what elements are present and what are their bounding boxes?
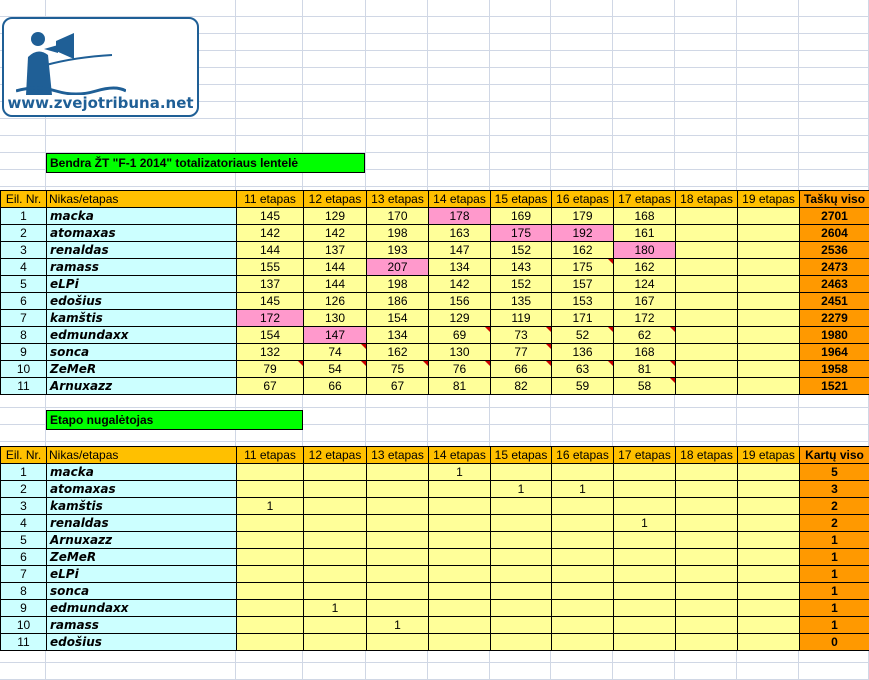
player-nick: edošius: [46, 633, 237, 651]
stage-value: 81: [428, 377, 491, 395]
stage-value: [428, 548, 491, 566]
row-number: 9: [0, 599, 47, 617]
stage-value: [675, 275, 738, 293]
stage-value: [675, 480, 738, 498]
header-cell: 17 etapas: [613, 190, 676, 208]
stage-value: [236, 548, 304, 566]
player-nick: Arnuxazz: [46, 531, 237, 549]
stage-value: [737, 497, 800, 515]
stage-value: 137: [236, 275, 304, 293]
header-cell: Nikas/etapas: [46, 190, 237, 208]
stage-value: [675, 309, 738, 327]
row-number: 7: [0, 565, 47, 583]
header-cell: 14 etapas: [428, 190, 491, 208]
stage-value: [613, 599, 676, 617]
stage-value: [236, 480, 304, 498]
stage-value: 1: [236, 497, 304, 515]
row-number: 1: [0, 463, 47, 481]
stage-value: 155: [236, 258, 304, 276]
stage-value: 171: [551, 309, 614, 327]
stage-value: [236, 514, 304, 532]
stage-value: 167: [613, 292, 676, 310]
player-nick: renaldas: [46, 241, 237, 259]
row-number: 8: [0, 582, 47, 600]
stage-value: [675, 514, 738, 532]
total-cell: 1: [799, 599, 869, 617]
stage-value: [737, 326, 800, 344]
stage-value: [675, 565, 738, 583]
player-nick: kamštis: [46, 497, 237, 515]
stage-value: [675, 292, 738, 310]
stage-value: 75: [366, 360, 429, 378]
stage-value: 162: [551, 241, 614, 259]
stage-value: 1: [490, 480, 552, 498]
stage-value: [236, 633, 304, 651]
stage-value: 129: [428, 309, 491, 327]
total-cell: 2604: [799, 224, 869, 242]
stage-value: [613, 616, 676, 634]
stage-value: [303, 514, 367, 532]
table2-title: Etapo nugalėtojas: [46, 410, 303, 430]
stage-value: [737, 548, 800, 566]
player-nick: atomaxas: [46, 480, 237, 498]
stage-value: [737, 292, 800, 310]
stage-value: 168: [613, 343, 676, 361]
stage-value: [551, 548, 614, 566]
stage-value: [236, 463, 304, 481]
stage-value: [490, 531, 552, 549]
stage-value: [490, 616, 552, 634]
stage-value: [490, 514, 552, 532]
stage-value: 82: [490, 377, 552, 395]
stage-value: [675, 377, 738, 395]
stage-value: 152: [490, 241, 552, 259]
stage-value: [737, 633, 800, 651]
stage-value: 193: [366, 241, 429, 259]
stage-value: 157: [551, 275, 614, 293]
header-cell: 19 etapas: [737, 190, 800, 208]
row-number: 11: [0, 377, 47, 395]
stage-value: 62: [613, 326, 676, 344]
stage-value: [737, 582, 800, 600]
player-nick: kamštis: [46, 309, 237, 327]
stage-value: [675, 343, 738, 361]
stage-value: [675, 582, 738, 600]
header-cell: 11 etapas: [236, 190, 304, 208]
stage-value: 142: [428, 275, 491, 293]
stage-value: [303, 531, 367, 549]
stage-value: 178: [428, 207, 491, 225]
stage-value: 76: [428, 360, 491, 378]
player-nick: ramass: [46, 258, 237, 276]
player-nick: ZeMeR: [46, 360, 237, 378]
stage-value: [428, 531, 491, 549]
stage-value: [366, 514, 429, 532]
stage-value: [675, 497, 738, 515]
stage-value: [737, 309, 800, 327]
stage-value: [737, 480, 800, 498]
stage-value: [675, 360, 738, 378]
stage-value: [551, 565, 614, 583]
total-cell: 1521: [799, 377, 869, 395]
stage-value: [737, 616, 800, 634]
stage-value: 126: [303, 292, 367, 310]
stage-value: [737, 514, 800, 532]
stage-value: 74: [303, 343, 367, 361]
header-cell: 18 etapas: [675, 446, 738, 464]
stage-value: 144: [303, 275, 367, 293]
stage-value: 145: [236, 292, 304, 310]
stage-value: 59: [551, 377, 614, 395]
stage-value: [366, 565, 429, 583]
stage-value: [675, 531, 738, 549]
stage-value: 170: [366, 207, 429, 225]
stage-value: 137: [303, 241, 367, 259]
player-nick: ramass: [46, 616, 237, 634]
stage-value: [428, 565, 491, 583]
stage-value: 186: [366, 292, 429, 310]
player-nick: edmundaxx: [46, 326, 237, 344]
row-number: 4: [0, 514, 47, 532]
header-cell: 15 etapas: [490, 190, 552, 208]
stage-value: [737, 463, 800, 481]
header-cell: 13 etapas: [366, 446, 429, 464]
stage-value: [551, 463, 614, 481]
stage-value: [366, 480, 429, 498]
row-number: 8: [0, 326, 47, 344]
stage-value: 73: [490, 326, 552, 344]
row-number: 5: [0, 275, 47, 293]
stage-value: [428, 633, 491, 651]
stage-value: [366, 531, 429, 549]
stage-value: 144: [303, 258, 367, 276]
row-number: 11: [0, 633, 47, 651]
stage-value: 161: [613, 224, 676, 242]
stage-value: [613, 480, 676, 498]
row-number: 7: [0, 309, 47, 327]
stage-value: [366, 633, 429, 651]
row-number: 9: [0, 343, 47, 361]
stage-value: [490, 599, 552, 617]
stage-value: 81: [613, 360, 676, 378]
header-cell: 18 etapas: [675, 190, 738, 208]
total-cell: 2473: [799, 258, 869, 276]
stage-value: 52: [551, 326, 614, 344]
stage-value: 136: [551, 343, 614, 361]
row-number: 6: [0, 292, 47, 310]
total-cell: 0: [799, 633, 869, 651]
header-cell: 12 etapas: [303, 190, 367, 208]
stage-value: 144: [236, 241, 304, 259]
stage-value: [236, 616, 304, 634]
total-cell: 2279: [799, 309, 869, 327]
stage-value: [303, 633, 367, 651]
row-number: 3: [0, 497, 47, 515]
stage-value: 66: [490, 360, 552, 378]
stage-value: 54: [303, 360, 367, 378]
stage-value: 172: [613, 309, 676, 327]
stage-value: [737, 258, 800, 276]
stage-value: 135: [490, 292, 552, 310]
stage-value: [303, 565, 367, 583]
row-number: 10: [0, 616, 47, 634]
stage-value: [675, 241, 738, 259]
stage-value: [551, 514, 614, 532]
total-cell: 1: [799, 565, 869, 583]
stage-value: 134: [366, 326, 429, 344]
stage-value: 172: [236, 309, 304, 327]
stage-value: [737, 343, 800, 361]
stage-value: 156: [428, 292, 491, 310]
stage-value: [428, 514, 491, 532]
stage-value: 124: [613, 275, 676, 293]
header-cell: 17 etapas: [613, 446, 676, 464]
player-nick: eLPi: [46, 275, 237, 293]
total-cell: 2463: [799, 275, 869, 293]
stage-value: 66: [303, 377, 367, 395]
player-nick: edmundaxx: [46, 599, 237, 617]
stage-value: 153: [551, 292, 614, 310]
stage-value: [613, 633, 676, 651]
header-cell: 19 etapas: [737, 446, 800, 464]
total-cell: 2: [799, 497, 869, 515]
stage-value: 207: [366, 258, 429, 276]
header-cell: Taškų viso: [799, 190, 869, 208]
header-cell: 13 etapas: [366, 190, 429, 208]
player-nick: sonca: [46, 343, 237, 361]
stage-value: 134: [428, 258, 491, 276]
row-number: 10: [0, 360, 47, 378]
player-nick: renaldas: [46, 514, 237, 532]
stage-value: 180: [613, 241, 676, 259]
stage-value: [737, 360, 800, 378]
total-cell: 2451: [799, 292, 869, 310]
stage-value: 175: [551, 258, 614, 276]
stage-value: [236, 531, 304, 549]
stage-value: [551, 497, 614, 515]
stage-value: [428, 616, 491, 634]
stage-value: 58: [613, 377, 676, 395]
total-cell: 5: [799, 463, 869, 481]
stage-value: 169: [490, 207, 552, 225]
row-number: 4: [0, 258, 47, 276]
logo-url-text: www.zvejotribuna.net: [7, 94, 194, 112]
stage-value: [490, 582, 552, 600]
stage-value: [236, 565, 304, 583]
stage-value: 142: [236, 224, 304, 242]
stage-value: 1: [303, 599, 367, 617]
stage-value: 1: [551, 480, 614, 498]
stage-value: 192: [551, 224, 614, 242]
stage-value: 145: [236, 207, 304, 225]
stage-value: [613, 531, 676, 549]
stage-value: 162: [613, 258, 676, 276]
header-cell: 16 etapas: [551, 190, 614, 208]
total-cell: 2701: [799, 207, 869, 225]
row-number: 2: [0, 224, 47, 242]
stage-value: [366, 463, 429, 481]
stage-value: 132: [236, 343, 304, 361]
stage-value: [490, 497, 552, 515]
header-cell: 16 etapas: [551, 446, 614, 464]
stage-value: 198: [366, 224, 429, 242]
stage-value: 168: [613, 207, 676, 225]
header-cell: Eil. Nr.: [0, 190, 47, 208]
stage-value: [737, 531, 800, 549]
stage-value: [428, 582, 491, 600]
stage-value: 154: [236, 326, 304, 344]
header-cell: Nikas/etapas: [46, 446, 237, 464]
stage-value: [303, 463, 367, 481]
row-number: 2: [0, 480, 47, 498]
stage-value: 147: [303, 326, 367, 344]
stage-value: [737, 241, 800, 259]
total-cell: 3: [799, 480, 869, 498]
stage-value: 1: [613, 514, 676, 532]
total-cell: 1: [799, 531, 869, 549]
stage-value: [613, 463, 676, 481]
stage-value: [675, 548, 738, 566]
total-cell: 1: [799, 548, 869, 566]
header-cell: 11 etapas: [236, 446, 304, 464]
total-cell: 1964: [799, 343, 869, 361]
total-cell: 2: [799, 514, 869, 532]
header-cell: 12 etapas: [303, 446, 367, 464]
stage-value: [675, 463, 738, 481]
stage-value: [737, 599, 800, 617]
stage-value: 129: [303, 207, 367, 225]
row-number: 5: [0, 531, 47, 549]
row-number: 1: [0, 207, 47, 225]
stage-value: [303, 548, 367, 566]
stage-value: [613, 565, 676, 583]
stage-value: [551, 633, 614, 651]
stage-value: [366, 582, 429, 600]
stage-value: [551, 582, 614, 600]
stage-value: 1: [428, 463, 491, 481]
stage-value: [490, 565, 552, 583]
stage-value: [675, 207, 738, 225]
stage-value: [303, 582, 367, 600]
stage-value: [737, 207, 800, 225]
stage-value: [551, 531, 614, 549]
player-nick: macka: [46, 207, 237, 225]
stage-value: 162: [366, 343, 429, 361]
stage-value: 154: [366, 309, 429, 327]
stage-value: [428, 497, 491, 515]
stage-value: [236, 582, 304, 600]
stage-value: [613, 497, 676, 515]
stage-value: [490, 463, 552, 481]
stage-value: 163: [428, 224, 491, 242]
stage-value: [551, 599, 614, 617]
stage-value: 69: [428, 326, 491, 344]
stage-value: [675, 616, 738, 634]
stage-value: 67: [366, 377, 429, 395]
row-number: 6: [0, 548, 47, 566]
total-cell: 2536: [799, 241, 869, 259]
stage-value: [675, 633, 738, 651]
total-cell: 1: [799, 582, 869, 600]
header-cell: 15 etapas: [490, 446, 552, 464]
stage-value: [428, 599, 491, 617]
stage-value: [613, 582, 676, 600]
stage-value: [613, 548, 676, 566]
stage-value: [737, 224, 800, 242]
player-nick: atomaxas: [46, 224, 237, 242]
stage-value: 1: [366, 616, 429, 634]
player-nick: sonca: [46, 582, 237, 600]
stage-value: 175: [490, 224, 552, 242]
stage-value: [303, 497, 367, 515]
stage-value: [675, 258, 738, 276]
stage-value: [737, 377, 800, 395]
stage-value: 152: [490, 275, 552, 293]
stage-value: 77: [490, 343, 552, 361]
header-cell: Kartų viso: [799, 446, 869, 464]
stage-value: [236, 599, 304, 617]
stage-value: 198: [366, 275, 429, 293]
stage-value: 143: [490, 258, 552, 276]
stage-value: [428, 480, 491, 498]
player-nick: Arnuxazz: [46, 377, 237, 395]
player-nick: edošius: [46, 292, 237, 310]
stage-value: 63: [551, 360, 614, 378]
stage-value: [366, 548, 429, 566]
stage-value: 119: [490, 309, 552, 327]
player-nick: macka: [46, 463, 237, 481]
stage-value: [303, 480, 367, 498]
stage-value: [366, 599, 429, 617]
stage-value: [490, 548, 552, 566]
stage-value: 79: [236, 360, 304, 378]
stage-value: 147: [428, 241, 491, 259]
stage-value: [366, 497, 429, 515]
stage-value: 179: [551, 207, 614, 225]
table1-title: Bendra ŽT "F-1 2014" totalizatoriaus lentelė: [46, 153, 365, 173]
fisherman-megaphone-icon: [16, 25, 126, 95]
total-cell: 1: [799, 616, 869, 634]
stage-value: 142: [303, 224, 367, 242]
player-nick: ZeMeR: [46, 548, 237, 566]
total-cell: 1980: [799, 326, 869, 344]
stage-value: [675, 599, 738, 617]
stage-value: 130: [428, 343, 491, 361]
stage-value: 67: [236, 377, 304, 395]
stage-value: [551, 616, 614, 634]
stage-value: [675, 326, 738, 344]
row-number: 3: [0, 241, 47, 259]
header-cell: Eil. Nr.: [0, 446, 47, 464]
site-logo: [2, 17, 199, 117]
stage-value: [737, 565, 800, 583]
stage-value: [737, 275, 800, 293]
stage-value: 130: [303, 309, 367, 327]
stage-value: [675, 224, 738, 242]
player-nick: eLPi: [46, 565, 237, 583]
header-cell: 14 etapas: [428, 446, 491, 464]
stage-value: [490, 633, 552, 651]
stage-value: [303, 616, 367, 634]
total-cell: 1958: [799, 360, 869, 378]
